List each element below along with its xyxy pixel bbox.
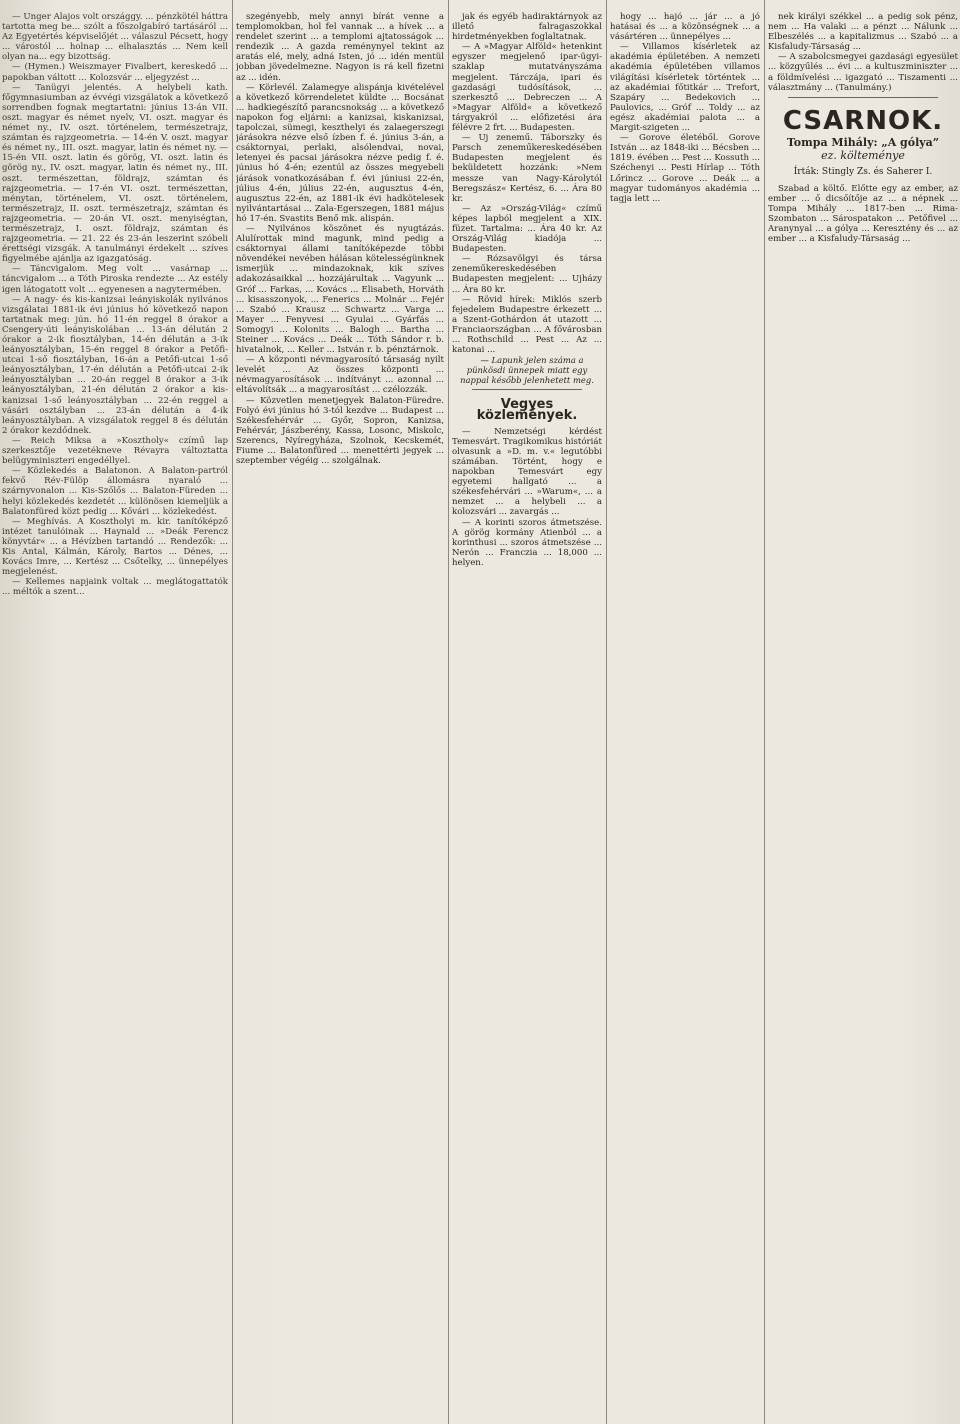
article-paragraph: — Rövid hírek: Miklós szerb fejedelem Budapestre érkezett ... a Szent-Gothárdon át utazott ... Franciaországban ... A fővárosban ... Rothschild ... Pest ... Az ... katonai ... (452, 294, 602, 356)
article-paragraph: — Rózsavölgyi és társa zeneműkereskedésében Budapesten megjelent: ... Ujházy ... Ára 80 kr. (452, 254, 602, 295)
article-paragraph: hogy ... hajó ... jár ... a jó hatásai és ... a közönségnek ... a vásártéren ... ünnepélyes ... (610, 12, 760, 43)
article-paragraph: — Uj zenemű. Táborszky és Parsch zeneműkereskedésében Budapesten megjelent és beküldetett hozzánk: »Nem messze van Nagy-Károlytól Beregszász« Kertész, 6. ... Ára 80 kr. (452, 133, 602, 204)
column-1 (2, 12, 228, 1414)
article-paragraph: — Unger Alajos volt országgy. ... pénzkötél háttra tartotta meg be... szólt a főszolgabíró tartásáról ... Az Egyetértés képviselőjét ... válaszul Pécsett, hogy ... várostól ... holnap ... elhalasztás ... Nem kell olyan na... egy bizottság. (2, 12, 228, 63)
article-paragraph: — A nagy- és kis-kanizsai leányiskolák nyilvános vizsgálatai 1881-ik évi június hó következő napon tartatnak meg: jún. hó 11-én reggel 8 órakor a Csengery-úti leányiskolában ... 13-án délután 2 órakor a 2-ik fiosztályban, 14-én délután a 3-ik leányosztályban, 15-én reggel 8 órakor a Petőfi-utcai 1-ső fiosztályban, 16-án a Petőfi-utcai 1-ső leányosztályban, 17-én délután a Petőfi-utcai 2-ik leányosztályban ... 20-án reggel 8 órakor a 3-ik leányosztályban, 21-én délután 2 órakor a kis-kanizsai 1-ső leányosztályban ... 22-én reggel a vásári osztályban ... 23-án délután a 4-ik leányosztályban. A vizsgálatok reggel 8 és délután 2 órakor kezdődnek. (2, 294, 228, 436)
column-2 (236, 12, 444, 1414)
article-paragraph: nek királyi székkel ... a pedig sok pénz, nem ... Ha valaki ... a pénzt ... Nálunk ... Elbeszélés ... a kapitalizmus ... Szabó ... a Kisfaludy-Társaság ... (768, 12, 958, 53)
article-paragraph: — Gorove életéből. Gorove István ... az 1848-iki ... Bécsben ... 1819. évében ... Pest ... Kossuth ... Széchenyi ... Pesti Hírlap ... Tóth Lőrincz ... Gorove ... Deák ... a magyar tudományos akadémia ... tagja lett ... (610, 133, 760, 204)
column-divider (232, 0, 233, 1424)
article-paragraph: — Az »Ország-Világ« czímű képes lapból megjelent a XIX. füzet. Tartalma: ... Ára 40 kr. Az Ország-Világ kiadója ... Budapesten. (452, 203, 602, 255)
article-paragraph: — Kellemes napjaink voltak ... meglátogattatók ... méltók a szent... (2, 577, 228, 598)
section-divider (788, 97, 938, 98)
article-paragraph: — A korinti szoros átmetszése. A görög kormány Atienból ... a korinthusi ... szoros átmetszése ... Nerón ... Franczia ... 18,000 ... helyen. (452, 517, 602, 568)
column-divider (448, 0, 449, 1424)
csarnok-block (768, 106, 958, 178)
article-paragraph: — Meghívás. A Kosztholyi m. kir. tanítóképző intézet tanulóinak ... Haynald ... »Deák Ferencz könyvtár« ... a Hévízben tartandó ... Rendezők: ... Kis Antal, Kálmán, Károly, Bartos ... Dénes, ... Kovács Imre, ... Kertész ... Csőtelky, ... ünnepélyes megjelenést. (2, 516, 228, 578)
article-paragraph: — Nemzetségi kérdést Temesvárt. Tragikomikus históriát olvasunk a »D. m. v.« legutóbbi számában. Történt, hogy e napokban Temesvárt egy egyetemi hallgató ... a székesfehérvári ... »Warum«, ... a nemzet ... a helybeli ... a kolozsvári ... zavargás ... (452, 426, 602, 518)
translator-credit: Írták: Stingly Zs. és Saherer I. (793, 166, 933, 177)
article-paragraph: — Közvetlen menetjegyek Balaton-Füredre. Folyó évi június hó 3-tól kezdve ... Budapest ... Székesfehérvár ... Győr, Sopron, Kanizsa, Fehérvár, Jászberény, Kassa, Losonc, Miskolc, Szerencs, Nyíregyháza, Szolnok, Kecskemét, Fiume ... Balatonfüred ... menettérti jegyek ... szeptember végéig ... szolgálnak. (236, 395, 444, 467)
column-divider (606, 0, 607, 1424)
article-paragraph: — Körlevél. Zalamegye alispánja kivételével a következő körrendeletet küldte ... Bocsánat ... hadkiegészítő parancsnokság ... a következő napokon fog eljárni: a kanizsai, kiskanizsai, tapolczai, sümegi, keszthelyi és zalaegerszegi járásokra nézve első ízben f. é. június 3-án, a csáktornyai, perlaki, alsólendvai, novai, letenyei és pacsai járásokra nézve pedig f. é. június hó 4-én; ezentúl az összes megyebeli járások vonatkozásában f. évi júniusi 22-én, július 4-én, július 22-én, augusztus 4-én, augusztus 22-én, az 1881-ik évi hadkötelesek nyilvántartásai ... Zala-Egerszegen, 1881 május hó 17-én. Svastits Benő mk. alispán. (236, 82, 444, 224)
article-paragraph: — Táncvigalom. Meg volt ... vasárnap ... táncvigalom ... a Tóth Piroska rendezte ... Az estély igen látogatott volt ... egyenesen a nagytermében. (2, 264, 228, 295)
article-paragraph: — A szabolcsmegyei gazdasági egyesület ... közgyűlés ... évi ... a kultuszminiszter ... a földmívelési ... igazgató ... Tiszamenti ... választmány ... (Tanulmány.) (768, 52, 958, 93)
column-4 (610, 12, 760, 1414)
article-paragraph: — Tanügyi jelentés. A helybeli kath. főgymnasiumban az évvégi vizsgálatok a következő sorrendben fognak megtartatni: június 13-án VII. oszt. magyar és német nyelv, VI. oszt. magyar és német ny., IV. oszt. történelem, természetrajz, számtan és rajzgeometria. — 14-én V. oszt. magyar és német ny., III. oszt. magyar, latin és német ny. — 15-én VII. oszt. latin és görög, VI. oszt. latin és görög ny., IV. oszt. magyar, latin és német ny., III. oszt. természettan, földrajz, számtan és rajzgeometria. — 17-én VI. oszt. természettan, ménytan, történelem, VI. oszt. történelem, természetrajz, II. oszt. természetrajz, számtan és rajzgeometria. — 20-án VI. oszt. menyiségtan, természetrajz, I. oszt. földrajz, számtan és rajzgeometria. — 21. 22 és 23-án leszerint szóbeli érettségi vizsgák. A tanulmányi érdekelt ... szíves figyelmébe ajánlja az igazgatóság. (2, 82, 228, 265)
article-paragraph: — A központi névmagyarosító társaság nyilt levelét ... Az összes központi ... névmagyarosítások ... indítványt ... azonnal ... eltávolítsák ... a magyarosítást ... czélozzák. (236, 355, 444, 396)
section-heading-vegyes: Vegyes közlemények. (476, 397, 578, 423)
article-paragraph: — Nyilvános köszönet és nyugtázás. Alulírottak mind magunk, mind pedig a csáktornyai állami tanítóképezde többi növendékei nevében hálásan kötelességünknek ismerjük ... mindazoknak, kik szíves adakozásaikkal ... hozzájárultak ... Vagyunk ... Gróf ... Farkas, ... Kovács ... Elisabeth, Horváth ... kisasszonyok, ... Fenerics ... Molnár ... Fejér ... Szabó ... Krausz ... Schwartz ... Varga ... Mayer ... Fenyvesi ... Gyulai ... Gyárfás ... Somogyi ... Kolonits ... Balogh ... Bartha ... Steiner ... Kovács ... Deák ... Tóth Sándor r. b. hivatalnok, ... Keller ... István r. b. pénztárnok. (236, 223, 444, 356)
column-5 (768, 12, 958, 1414)
article-paragraph: Szabad a költő. Előtte egy az ember, az ember ... ő dicsőítője az ... a népnek ... Tompa Mihály ... 1817-ben ... Rima-Szombaton ... Sárospatakon ... Petőfivel ... Aranynyal ... a gólya ... Keresztény és ... az ember ... a Kisfaludy-Társaság ... (768, 183, 958, 245)
issue-notice: — Lapunk jelen száma a pünkösdi ünnepek miatt egy nappal később jelenhetett meg. (460, 355, 594, 386)
article-paragraph: — Villamos kísérletek az akadémia épületében. A nemzeti akadémia épületében villamos világítási kísérletek történtek ... az akadémiai főtitkár ... Trefort, Szapáry ... Bedekovich ... Paulovics, ... Gróf ... Toldy ... az egész akadémiai palota ... a Margit-szigeten ... (610, 42, 760, 134)
column-divider (764, 0, 765, 1424)
article-paragraph: — (Hymen.) Weiszmayer Fivalbert, kereskedő ... papokban váltott ... Kolozsvár ... eljegyzést ... (2, 62, 228, 83)
section-divider (472, 389, 582, 390)
article-paragraph: — A »Magyar Alföld« hetenkint egyszer megjelenő ipar-ügyi-szaklap mutatványszáma megjelent. Tárczája, ipari és gazdasági tudósítások, ... szerkesztő ... Debreczen ... A »Magyar Alföld« a következő tárgyakról ... előfizetési ára félévre 2 frt. ... Budapesten. (452, 42, 602, 134)
article-paragraph: szegényebb, mely annyi bírát venne a templomokban, hol fel vannak ... a hívek ... a rendelet szerint ... a templomi ajtatosságok ... rendezik ... A gazda reménynyel tekint az aratás elé, mely, adná Isten, jó ... idén mentül jobban jövedelmezne. Nagyon is rá kell fizetni az ... idén. (236, 12, 444, 83)
column-3 (452, 12, 602, 1414)
article-paragraph: — Közlekedés a Balatonon. A Balaton-partról fekvő Rév-Fülöp állomásra nyaraló ... szárnyvonalon ... Kis-Szőlős ... Balaton-Füreden ... helyi közlekedés kezdetét ... különösen kiemeljük a Balatonfüred közt pedig ... Kővári ... közlekedést. (2, 466, 228, 517)
section-heading-csarnok: CSARNOK. (782, 105, 944, 136)
article-paragraph: jak és egyéb hadiraktárnyok az illető falragaszokkal hirdetményekben foglaltatnak. (452, 12, 602, 43)
article-paragraph: — Reich Miksa a »Kosztholy« czímű lap szerkesztője vezetékneve Révayra változtatta belügyminiszteri engedéllyel. (2, 435, 228, 467)
poem-title: ez. költeménye (821, 148, 905, 162)
poem-author: Tompa Mihály: „A gólya” (786, 135, 940, 149)
